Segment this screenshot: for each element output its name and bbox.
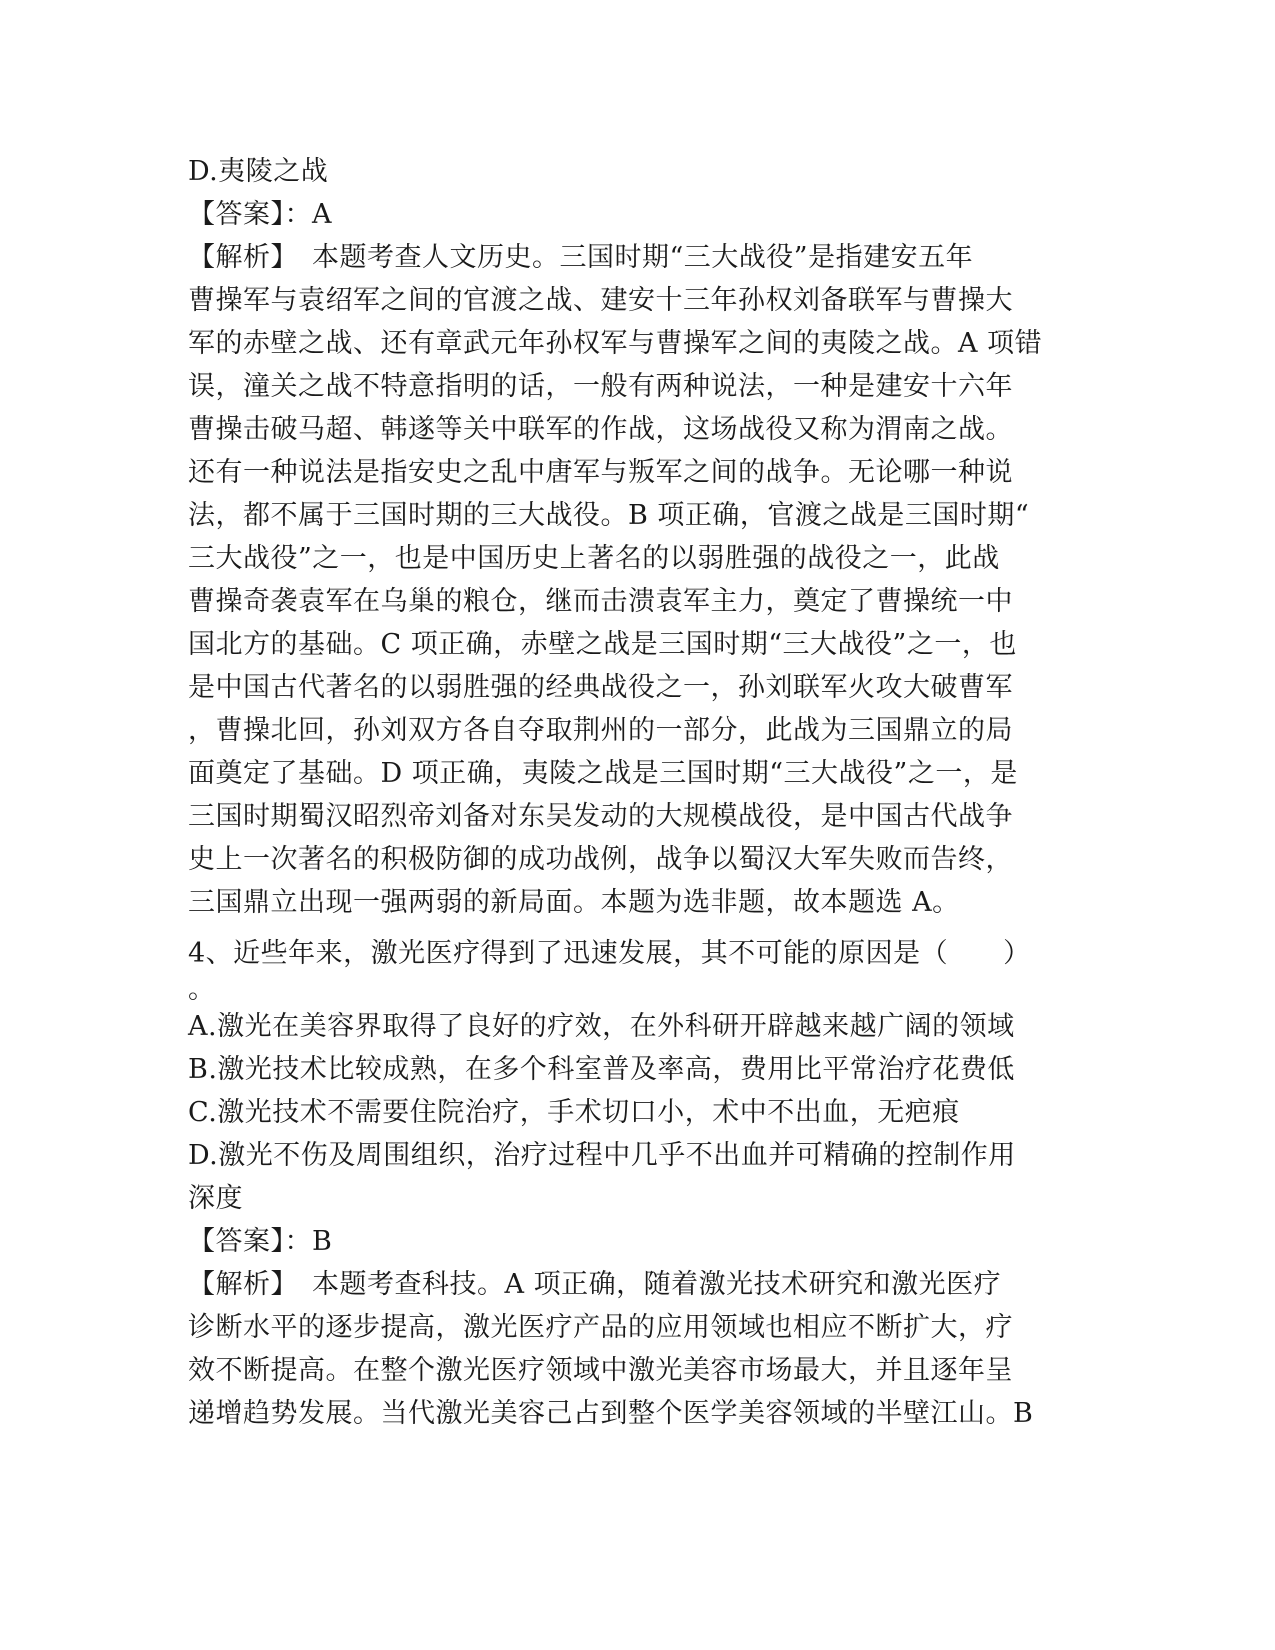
q4-option-d-continued: 深度: [188, 1183, 243, 1214]
q3-analysis-line: 三国时期蜀汉昭烈帝刘备对东吴发动的大规模战役，是中国古代战争: [188, 801, 1013, 832]
q4-analysis-line: 诊断水平的逐步提高，激光医疗产品的应用领域也相应不断扩大，疗: [188, 1312, 1013, 1343]
q4-option-d: D.激光不伤及周围组织，治疗过程中几乎不出血并可精确的控制作用: [188, 1140, 1016, 1171]
q3-analysis-line: 误，潼关之战不特意指明的话，一般有两种说法，一种是建安十六年: [188, 371, 1013, 402]
q4-analysis-line: 递增趋势发展。当代激光美容己占到整个医学美容领域的半壁江山。B: [188, 1398, 1034, 1429]
q4-answer: 【答案】：B: [188, 1226, 333, 1257]
q3-analysis-line: 是中国古代著名的以弱胜强的经典战役之一，孙刘联军火攻大破曹军: [188, 672, 1013, 703]
q3-analysis-line: ，曹操北回，孙刘双方各自夺取荆州的一部分，此战为三国鼎立的局: [188, 715, 1013, 746]
q3-analysis-line: 军的赤壁之战、还有章武元年孙权军与曹操军之间的夷陵之战。A 项错: [188, 328, 1043, 359]
q4-option-a: A.激光在美容界取得了良好的疗效，在外科研开辟越来越广阔的领域: [188, 1011, 1015, 1042]
question-spacer: [188, 924, 1088, 932]
q3-analysis-line: 国北方的基础。C 项正确，赤壁之战是三国时期“三大战役”之一，也: [188, 629, 1017, 660]
q3-answer: 【答案】：A: [188, 199, 332, 230]
q4-option-c: C.激光技术不需要住院治疗，手术切口小，术中不出血，无疤痕: [188, 1097, 960, 1128]
q4-analysis-line: 【解析】 本题考查科技。A 项正确，随着激光技术研究和激光医疗: [188, 1269, 1002, 1300]
q4-option-b: B.激光技术比较成熟，在多个科室普及率高，费用比平常治疗花费低: [188, 1054, 1015, 1085]
q3-analysis-line: 曹操军与袁绍军之间的官渡之战、建安十三年孙权刘备联军与曹操大: [188, 285, 1013, 316]
q3-analysis-line: 面奠定了基础。D 项正确，夷陵之战是三国时期“三大战役”之一，是: [188, 758, 1018, 789]
q3-analysis-line: 法，都不属于三国时期的三大战役。B 项正确，官渡之战是三国时期“: [188, 500, 1030, 531]
q4-question-tail: 。: [188, 974, 216, 1005]
q3-analysis-line: 三大战役”之一，也是中国历史上著名的以弱胜强的战役之一，此战: [188, 543, 1000, 574]
q3-analysis-line: 曹操奇袭袁军在乌巢的粮仓，继而击溃袁军主力，奠定了曹操统一中: [188, 586, 1013, 617]
q4-question: 4、近些年来，激光医疗得到了迅速发展，其不可能的原因是（ ）: [188, 938, 1031, 969]
q3-analysis-line: 还有一种说法是指安史之乱中唐军与叛军之间的战争。无论哪一种说: [188, 457, 1013, 488]
q3-analysis: [188, 236, 1088, 924]
document-page: [188, 150, 1088, 1435]
q4-analysis: [188, 1263, 1088, 1435]
q3-analysis-line: 三国鼎立出现一强两弱的新局面。本题为选非题，故本题选 A。: [188, 887, 960, 918]
q3-analysis-line: 曹操击破马超、韩遂等关中联军的作战，这场战役又称为渭南之战。: [188, 414, 1013, 445]
q4-analysis-line: 效不断提高。在整个激光医疗领域中激光美容市场最大，并且逐年呈: [188, 1355, 1013, 1386]
q3-analysis-line: 【解析】 本题考查人文历史。三国时期“三大战役”是指建安五年: [188, 242, 974, 273]
q3-option-d: D.夷陵之战: [188, 156, 329, 187]
q3-analysis-line: 史上一次著名的积极防御的成功战例，战争以蜀汉大军失败而告终，: [188, 844, 1013, 875]
